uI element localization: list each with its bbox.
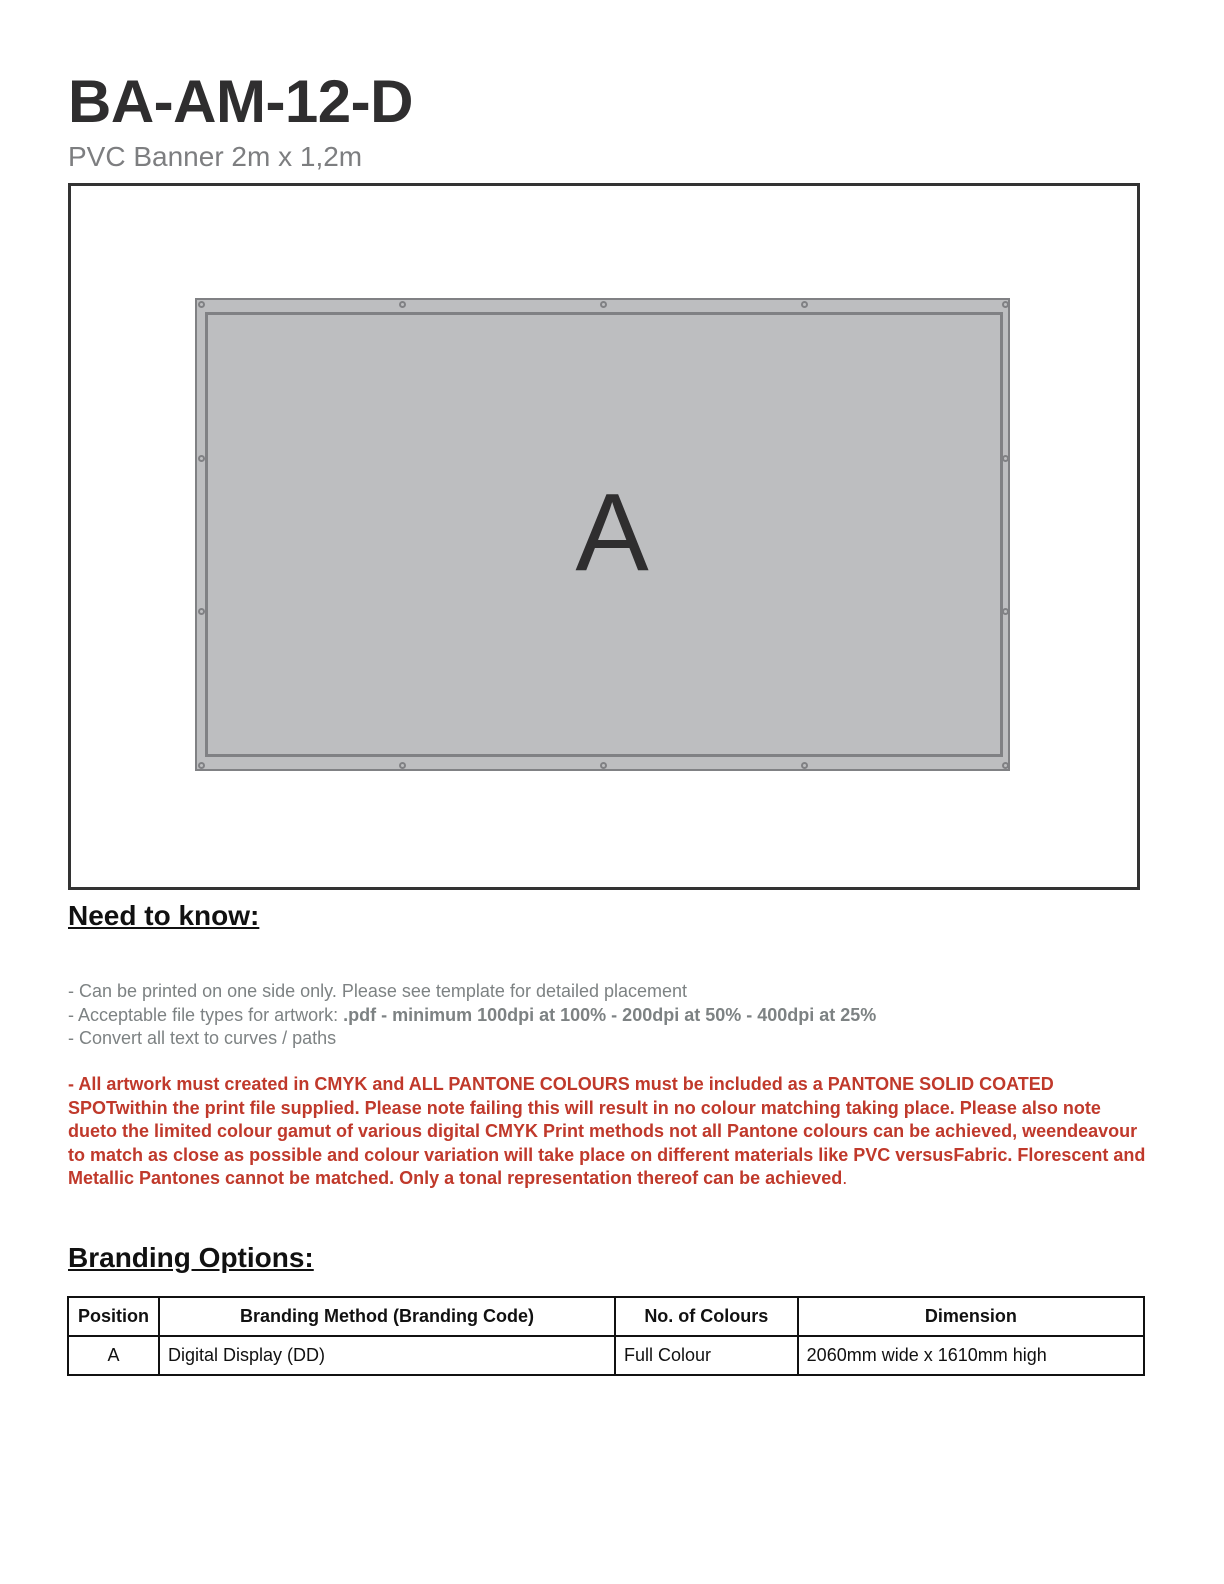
column-header-dimension: Dimension	[798, 1297, 1144, 1336]
note-line: - Convert all text to curves / paths	[68, 1028, 337, 1048]
column-header-position: Position	[68, 1297, 159, 1336]
grommet-icon	[1002, 301, 1009, 308]
pantone-warning: - All artwork must created in CMYK and ALL PANTONE COLOURS must be included as a PANTONE SOLID COATED SPOTwithin the print file supplied. Please note failing this will result in no colour matching taking place. Please also note dueto the limited colour gamut of various digital CMYK Print methods not all Pantone colours can be achieved, weendeavour to match as close as possible and colour variation will take place on different materials like PVC versusFabric. Florescent and Metallic Pantones cannot be matched. Only a tonal representation thereof can be achieved.	[68, 1074, 1146, 1188]
table-row	[68, 1336, 1144, 1375]
grommet-icon	[801, 301, 808, 308]
note-line: - Acceptable file types for artwork: .pdf - minimum 100dpi at 100% - 200dpi at 50% - 400dpi at 25%	[68, 1004, 877, 1025]
need-to-know-heading: Need to know:	[68, 900, 260, 931]
grommet-icon	[399, 301, 406, 308]
grommet-icon	[198, 762, 205, 769]
grommet-icon	[198, 455, 205, 462]
note-line: - Can be printed on one side only. Please see template for detailed placement	[68, 981, 688, 1001]
grommet-icon	[399, 762, 406, 769]
grommet-icon	[198, 301, 205, 308]
product-code-title: BA-AM-12-D	[68, 68, 413, 135]
cell-position: A	[68, 1336, 159, 1375]
notes-list	[68, 980, 876, 1051]
cell-branding-method: Digital Display (DD)	[159, 1336, 615, 1375]
branding-position-label: A	[575, 471, 649, 594]
table-header-row	[68, 1297, 1144, 1336]
branding-options-heading: Branding Options:	[68, 1242, 314, 1273]
branding-options-table	[67, 1296, 1145, 1376]
column-header-branding-method: Branding Method (Branding Code)	[159, 1297, 615, 1336]
grommet-icon	[1002, 608, 1009, 615]
grommet-icon	[600, 301, 607, 308]
grommet-icon	[198, 608, 205, 615]
product-subtitle: PVC Banner 2m x 1,2m	[68, 141, 363, 172]
cell-colours: Full Colour	[615, 1336, 798, 1375]
cell-dimension: 2060mm wide x 1610mm high	[798, 1336, 1144, 1375]
grommet-icon	[1002, 762, 1009, 769]
grommet-icon	[1002, 455, 1009, 462]
grommet-icon	[801, 762, 808, 769]
column-header-colours: No. of Colours	[615, 1297, 798, 1336]
grommet-icon	[600, 762, 607, 769]
